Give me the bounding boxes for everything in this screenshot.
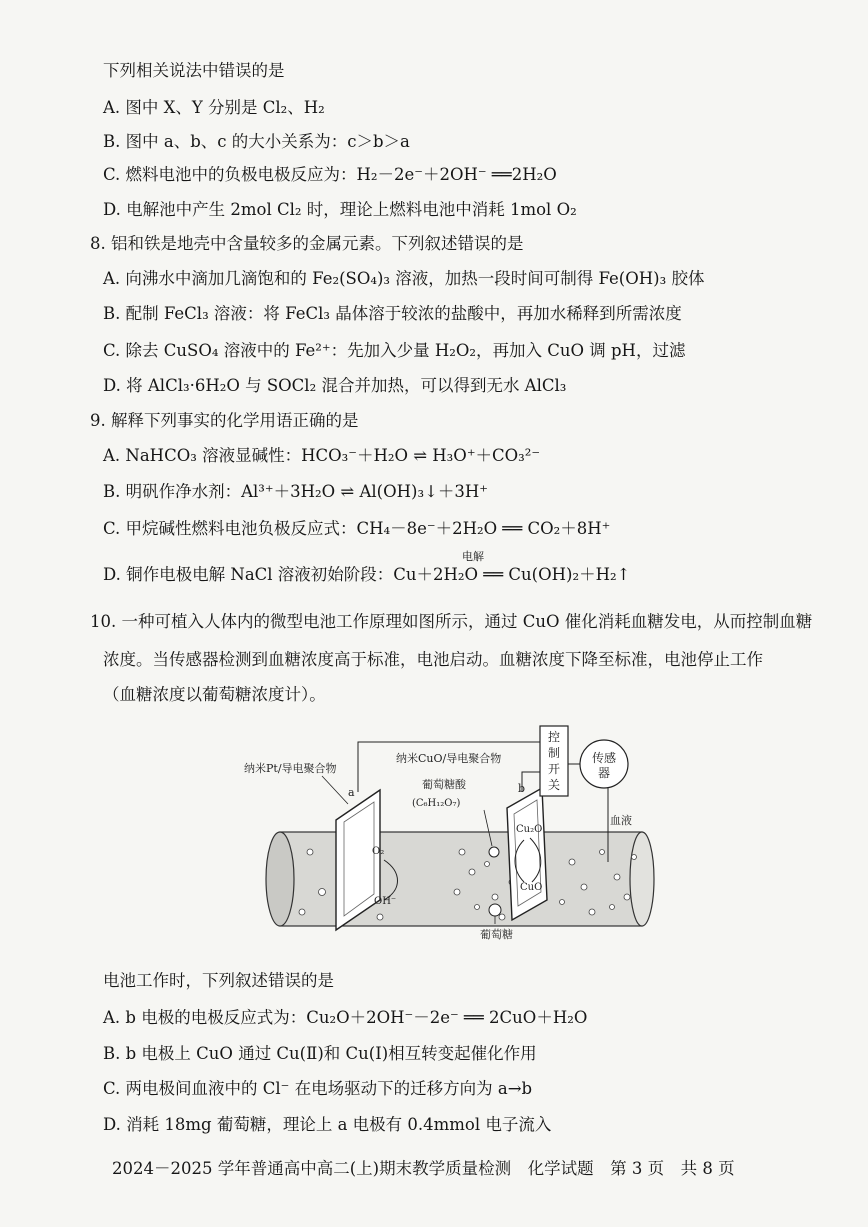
- electrolysis-label: 电解: [462, 550, 484, 563]
- q7-option-b: B. 图中 a、b、c 的大小关系为：c＞b＞a: [103, 132, 410, 151]
- cu2o-label: Cu₂O: [516, 824, 543, 835]
- q8-option-c: C. 除去 CuSO₄ 溶液中的 Fe²⁺：先加入少量 H₂O₂，再加入 CuO 调 pH，过滤: [103, 341, 686, 360]
- control-switch-label-1: 控: [547, 730, 561, 744]
- q8-option-d: D. 将 AlCl₃·6H₂O 与 SOCl₂ 混合并加热，可以得到无水 AlCl₃: [103, 376, 567, 395]
- q9-option-b: B. 明矾作净水剂：Al³⁺＋3H₂O ⇌ Al(OH)₃↓＋3H⁺: [103, 482, 488, 501]
- q9-option-d: D. 铜作电极电解 NaCl 溶液初始阶段：Cu＋2H₂O ══ Cu(OH)₂＋H₂↑: [103, 565, 631, 584]
- control-switch-label-3: 开: [547, 762, 561, 776]
- control-switch-label-4: 关: [547, 778, 561, 792]
- q10-stem-line-3: （血糖浓度以葡萄糖浓度计）。: [103, 685, 326, 704]
- q7-stem: 下列相关说法中错误的是: [103, 61, 285, 80]
- cuo-label: CuO: [520, 882, 543, 893]
- glucose-label: 葡萄糖: [480, 928, 513, 941]
- control-switch-label-2: 制: [547, 746, 561, 760]
- q10-option-c: C. 两电极间血液中的 Cl⁻ 在电场驱动下的迁移方向为 a→b: [103, 1079, 533, 1098]
- gluconic-formula-label: (C₆H₁₂O₇): [412, 798, 461, 809]
- q9-option-c: C. 甲烷碱性燃料电池负极反应式：CH₄－8e⁻＋2H₂O ══ CO₂＋8H⁺: [103, 519, 611, 538]
- q8-option-b: B. 配制 FeCl₃ 溶液：将 FeCl₃ 晶体溶于较浓的盐酸中，再加水稀释到所需浓度: [103, 304, 682, 323]
- q10-option-a: A. b 电极的电极反应式为：Cu₂O＋2OH⁻－2e⁻ ══ 2CuO＋H₂O: [103, 1008, 588, 1027]
- q10-option-b: B. b 电极上 CuO 通过 Cu(Ⅱ)和 Cu(Ⅰ)相互转变起催化作用: [103, 1044, 537, 1063]
- sensor-label-1: 传感: [591, 751, 617, 765]
- battery-diagram: [244, 722, 662, 942]
- label-b: b: [518, 782, 526, 795]
- q10-ask: 电池工作时，下列叙述错误的是: [103, 971, 334, 990]
- q7-option-c: C. 燃料电池中的负极电极反应为：H₂－2e⁻＋2OH⁻ ══2H₂O: [103, 165, 557, 184]
- page-footer: 2024－2025 学年普通高中高二(上)期末教学质量检测 化学试题 第 3 页 共 8 页: [112, 1159, 735, 1178]
- q10-option-d: D. 消耗 18mg 葡萄糖，理论上 a 电极有 0.4mmol 电子流入: [103, 1115, 552, 1134]
- q10-stem-line-2: 浓度。当传感器检测到血糖浓度高于标准，电池启动。血糖浓度下降至标准，电池停止工作: [103, 650, 763, 669]
- q7-option-a: A. 图中 X、Y 分别是 Cl₂、H₂: [103, 98, 325, 117]
- q9-stem: 9. 解释下列事实的化学用语正确的是: [90, 411, 359, 430]
- gluconic-acid-label: 葡萄糖酸: [422, 778, 466, 791]
- blood-label: 血液: [610, 814, 632, 827]
- o2-label: O₂: [372, 846, 385, 857]
- q9-option-a: A. NaHCO₃ 溶液显碱性：HCO₃⁻＋H₂O ⇌ H₃O⁺＋CO₃²⁻: [103, 446, 541, 465]
- label-a-material: 纳米Pt/导电聚合物: [244, 762, 337, 775]
- blood-vessel: [266, 832, 654, 926]
- label-b-material: 纳米CuO/导电聚合物: [396, 752, 502, 765]
- oh-label: OH⁻: [374, 896, 397, 907]
- label-a: a: [348, 786, 355, 799]
- q8-option-a: A. 向沸水中滴加几滴饱和的 Fe₂(SO₄)₃ 溶液，加热一段时间可制得 Fe(OH)₃ 胶体: [103, 269, 705, 288]
- q10-stem-line-1: 10. 一种可植入人体内的微型电池工作原理如图所示，通过 CuO 催化消耗血糖发电，从而控制血糖: [90, 612, 813, 631]
- sensor-label-2: 器: [597, 766, 611, 780]
- q7-option-d: D. 电解池中产生 2mol Cl₂ 时，理论上燃料电池中消耗 1mol O₂: [103, 200, 577, 219]
- q8-stem: 8. 铝和铁是地壳中含量较多的金属元素。下列叙述错误的是: [90, 234, 524, 253]
